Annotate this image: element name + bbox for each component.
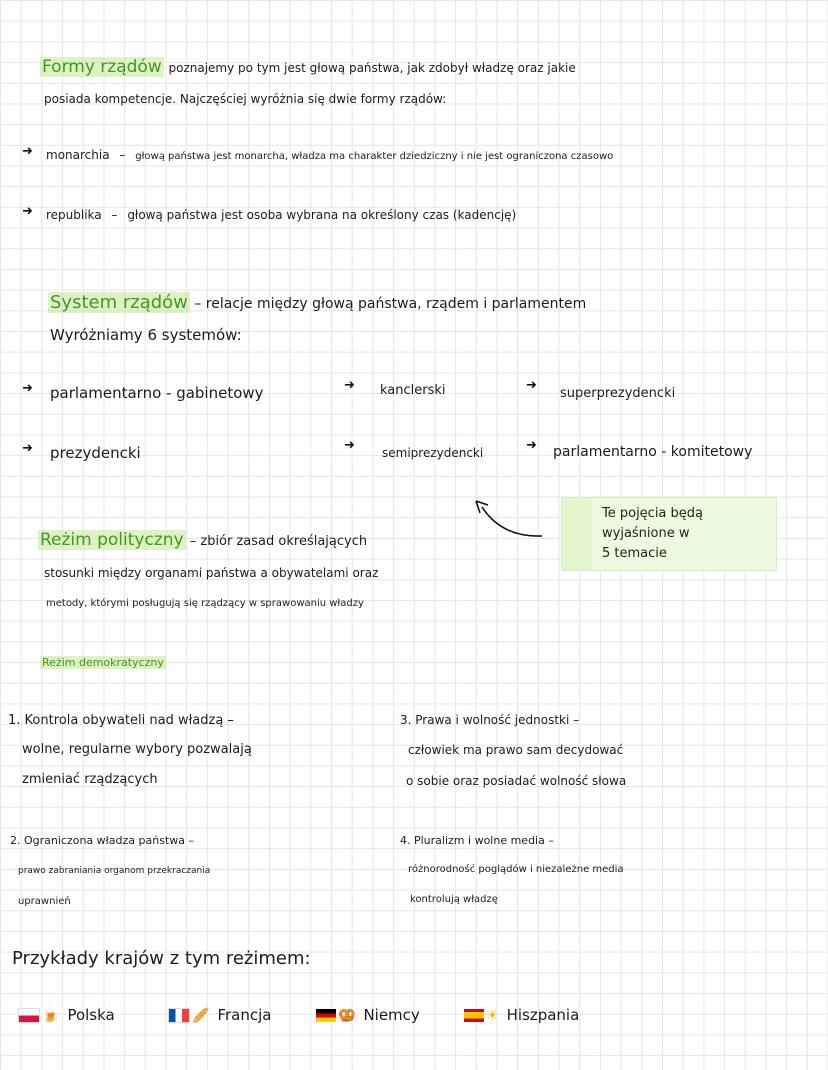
arrow-right-icon: ➜ [344, 438, 355, 453]
arrow-right-icon: ➜ [526, 378, 537, 393]
country-name: Hiszpania [506, 1006, 580, 1024]
spain-flag-icon [464, 1009, 484, 1022]
monarchia-term: monarchia [46, 148, 110, 162]
point-2-title: 2. Ograniczona władza państwa – [10, 834, 195, 847]
country-germany [316, 1006, 420, 1024]
forms-heading-line [40, 57, 576, 77]
point-2-line: uprawnień [18, 896, 71, 907]
poland-flag-icon [18, 1008, 40, 1023]
forms-heading: Formy rządów [42, 57, 162, 77]
regime-heading: Reżim polityczny [40, 530, 184, 550]
sticky-note [561, 497, 777, 571]
country-poland [18, 1006, 115, 1024]
note-line: wyjaśnione w [602, 526, 690, 541]
country-name: Polska [67, 1006, 115, 1024]
system-intro-line2: Wyróżniamy 6 systemów: [50, 326, 242, 344]
examples-heading: Przykłady krajów z tym reżimem: [12, 948, 311, 969]
system-item: parlamentarno - gabinetowy [50, 384, 264, 402]
republika-row [46, 208, 516, 222]
system-item: prezydencki [50, 444, 141, 462]
arrow-right-icon: ➜ [526, 438, 537, 453]
point-2-line: prawo zabraniania organom przekraczania [18, 866, 211, 876]
sticky-note-bar [562, 498, 592, 570]
country-name: Niemcy [363, 1006, 420, 1024]
baguette-icon: 🥖 [192, 1007, 210, 1024]
germany-flag-icon [316, 1009, 336, 1022]
regime-heading-line [38, 530, 367, 550]
arrow-right-icon: ➜ [22, 381, 33, 396]
forms-intro-line2: posiada kompetencje. Najczęściej wyróżnia się dwie formy rządów: [44, 92, 447, 106]
france-flag-icon [168, 1008, 190, 1023]
arrow-right-icon: ➜ [344, 378, 355, 393]
monarchia-row [46, 148, 613, 162]
note-line: 5 temacie [602, 546, 667, 561]
pretzel-icon: 🥨 [338, 1007, 356, 1024]
point-4-line: kontrolują władzę [410, 894, 498, 905]
sun-icon: ☀ [486, 1007, 499, 1024]
democratic-heading-text: Reżim demokratyczny [42, 656, 164, 669]
forms-intro-line1: poznajemy po tym jest głową państwa, jak zdobył władzę oraz jakie [168, 61, 576, 75]
country-spain [464, 1006, 579, 1024]
monarchia-desc: głową państwa jest monarcha, władza ma charakter dziedziczny i nie jest ograniczona czasowo [135, 151, 614, 162]
point-1-title: 1. Kontrola obywateli nad władzą – [8, 713, 234, 728]
point-3-line: człowiek ma prawo sam decydować [408, 743, 624, 757]
point-4-title: 4. Pluralizm i wolne media – [400, 834, 554, 847]
regime-line3: metody, którymi posługują się rządzący w sprawowaniu władzy [46, 598, 364, 609]
curved-arrow-icon [470, 495, 550, 540]
beer-icon: 🍺 [42, 1007, 60, 1024]
regime-line1: – zbiór zasad określających [189, 534, 368, 549]
system-intro-line1: – relacje między głową państwa, rządem i parlamentem [194, 296, 587, 312]
point-1-line: wolne, regularne wybory pozwalają [22, 742, 252, 757]
regime-line2: stosunki między organami państwa a obywatelami oraz [44, 566, 379, 580]
monarchia-dash: – [119, 148, 126, 162]
arrow-right-icon: ➜ [22, 144, 33, 159]
republika-dash: – [111, 208, 118, 222]
system-item: semiprezydencki [382, 446, 484, 460]
note-line: Te pojęcia będą [602, 506, 704, 521]
point-3-line: o sobie oraz posiadać wolność słowa [406, 774, 627, 788]
system-item: superprezydencki [560, 386, 676, 401]
arrow-right-icon: ➜ [22, 204, 33, 219]
system-item: kanclerski [380, 383, 446, 398]
country-name: Francja [217, 1006, 272, 1024]
point-4-line: różnorodność poglądów i niezależne media [408, 864, 624, 875]
point-1-line: zmieniać rządzących [22, 772, 158, 787]
system-heading: System rządów [50, 292, 188, 313]
arrow-right-icon: ➜ [22, 441, 33, 456]
republika-desc: głową państwa jest osoba wybrana na określony czas (kadencję) [127, 208, 517, 222]
country-france [168, 1006, 271, 1024]
system-item: parlamentarno - komitetowy [553, 444, 753, 460]
republika-term: republika [46, 208, 102, 222]
democratic-heading [40, 656, 166, 669]
system-heading-line [48, 292, 586, 313]
point-3-title: 3. Prawa i wolność jednostki – [400, 713, 580, 727]
